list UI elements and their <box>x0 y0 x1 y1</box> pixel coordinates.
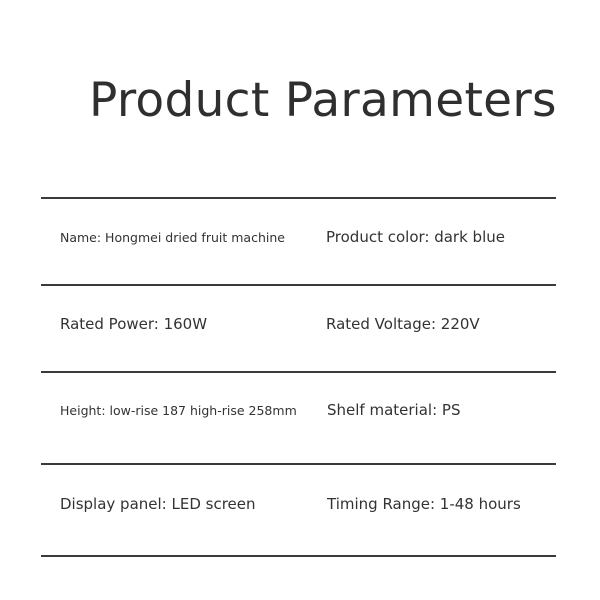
divider-bottom <box>41 555 556 557</box>
spec-product-color: Product color: dark blue <box>326 228 505 246</box>
spec-height: Height: low-rise 187 high-rise 258mm <box>60 403 297 418</box>
spec-rated-voltage: Rated Voltage: 220V <box>326 315 480 333</box>
divider-1 <box>41 284 556 286</box>
spec-name: Name: Hongmei dried fruit machine <box>60 230 285 245</box>
spec-rated-power: Rated Power: 160W <box>60 315 208 333</box>
page-title: Product Parameters <box>89 73 557 128</box>
spec-shelf-material: Shelf material: PS <box>327 401 461 419</box>
spec-timing-range: Timing Range: 1-48 hours <box>327 495 521 513</box>
spec-display-panel: Display panel: LED screen <box>60 495 256 513</box>
divider-top <box>41 197 556 199</box>
divider-2 <box>41 371 556 373</box>
divider-3 <box>41 463 556 465</box>
